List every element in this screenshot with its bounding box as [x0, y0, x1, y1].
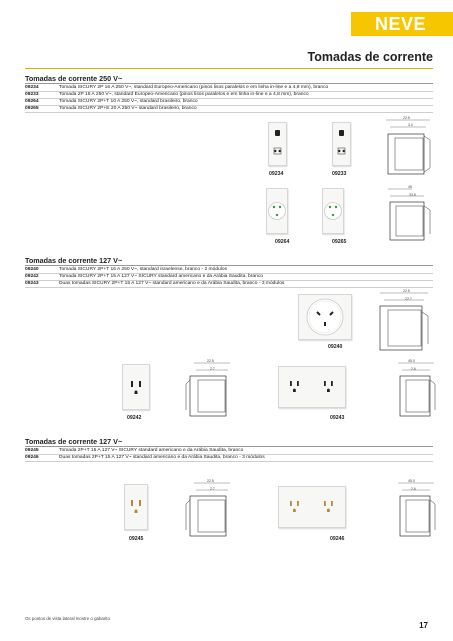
table-row: 09246 Duas tomadas 2P+T 15 A 127 V~ standard americano e da Arábia Saudita, branco - 3 módulos — [25, 455, 265, 460]
socket-face-icon — [299, 295, 351, 339]
section-title-127v: Tomadas de corrente 127 V~ — [25, 437, 123, 446]
section-divider — [25, 265, 433, 266]
dimension-label: 22.5 — [403, 289, 410, 293]
page-number: 17 — [419, 621, 428, 630]
product-code: 09245 — [129, 536, 144, 542]
product-code: 09240 — [328, 344, 343, 350]
product-code: 09264 — [275, 239, 290, 245]
table-row: 09243 Duas tomadas SICURY 2P+T 15 A 127 V~ standard americano e da Arábia Saudita, branco - 3 módulos — [25, 281, 285, 286]
dimension-label: 22.7 — [405, 297, 412, 301]
technical-drawing — [186, 360, 232, 420]
table-row: 09265 Tomada SICURY 2P+E 20 A 250 V~ standard brasileiro, branco — [25, 106, 197, 111]
socket-image-09246 — [278, 486, 346, 528]
dimension-label: 2.7 — [210, 367, 215, 371]
product-code: 09234 — [269, 171, 284, 177]
socket-image-09240 — [298, 294, 352, 340]
product-code: 09246 — [330, 536, 345, 542]
technical-drawing — [398, 360, 438, 420]
socket-face-icon — [279, 487, 345, 527]
dimension-label: 45.0 — [408, 359, 415, 363]
socket-face-icon — [125, 485, 147, 529]
table-row: 09264 Tomada SICURY 2P+T 10 A 250 V~, standard brasileiro, branco — [25, 99, 198, 104]
socket-face-icon — [279, 367, 345, 407]
title-divider — [25, 68, 433, 69]
socket-image-09245 — [124, 484, 148, 530]
socket-face-icon — [267, 189, 287, 233]
table-row: 09233 Tomada 2P 16 A 250 V~, standard Europeo-Americano (pinos lisos paralelos e em linha in-line e a 4,8 mm), branco — [25, 92, 309, 97]
technical-drawing — [398, 480, 438, 540]
dimension-label: 2.6 — [411, 367, 416, 371]
socket-image-09264 — [266, 188, 288, 234]
table-row: 09234 Tomada SICURY 2P 16 A 250 V~, standard Europeo-Americano (pinos lisos paralelos e em linha in-line e a 4,8 mm), branco — [25, 85, 329, 90]
section-divider — [25, 83, 433, 84]
product-code: 09243 — [330, 415, 345, 421]
table-row: 09245 Tomada 2P+T 15 A 127 V~ SICURY standard americano e da Arábia Saudita, branco — [25, 448, 244, 453]
product-code: 09233 — [332, 171, 347, 177]
socket-image-09243 — [278, 366, 346, 408]
product-code: 09265 — [332, 239, 347, 245]
socket-face-icon — [333, 123, 350, 165]
dimension-label: 3.0 — [408, 123, 413, 127]
socket-image-09242 — [122, 364, 150, 410]
socket-image-09265 — [322, 188, 344, 234]
brand-tab: NEVE — [351, 12, 453, 36]
table-row: 09240 Tomada SICURY 2P+T 16 A 250 V~, standard israelense, branco - 2 módulos — [25, 267, 228, 272]
section-title-250v: Tomadas de corrente 250 V~ — [25, 74, 123, 83]
dimension-label: 45 — [408, 185, 412, 189]
dimension-label: 2.6 — [411, 487, 416, 491]
section-divider — [25, 446, 433, 447]
socket-face-icon — [269, 123, 286, 165]
dimension-label: 22.5 — [207, 359, 214, 363]
socket-image-09233 — [332, 122, 351, 166]
dimension-label: 45.0 — [408, 479, 415, 483]
dimension-label: 33.5 — [409, 193, 416, 197]
dimension-label: 2.7 — [210, 487, 215, 491]
dimension-label: 22.5 — [207, 479, 214, 483]
dimension-label: 22.5 — [403, 116, 410, 120]
technical-drawing — [186, 480, 232, 540]
product-code: 09242 — [127, 415, 142, 421]
section-title-127v: Tomadas de corrente 127 V~ — [25, 256, 123, 265]
socket-image-09234 — [268, 122, 287, 166]
socket-face-icon — [123, 365, 149, 409]
socket-face-icon — [323, 189, 343, 233]
footer-note: Os pontos de vista lateral mostre o gabarito — [25, 616, 110, 621]
table-row: 09242 Tomada SICURY 2P+T 15 A 127 V~ SICURY standard americano e da Arábia Saudita, branco — [25, 274, 263, 279]
page-title: Tomadas de corrente — [307, 50, 433, 64]
